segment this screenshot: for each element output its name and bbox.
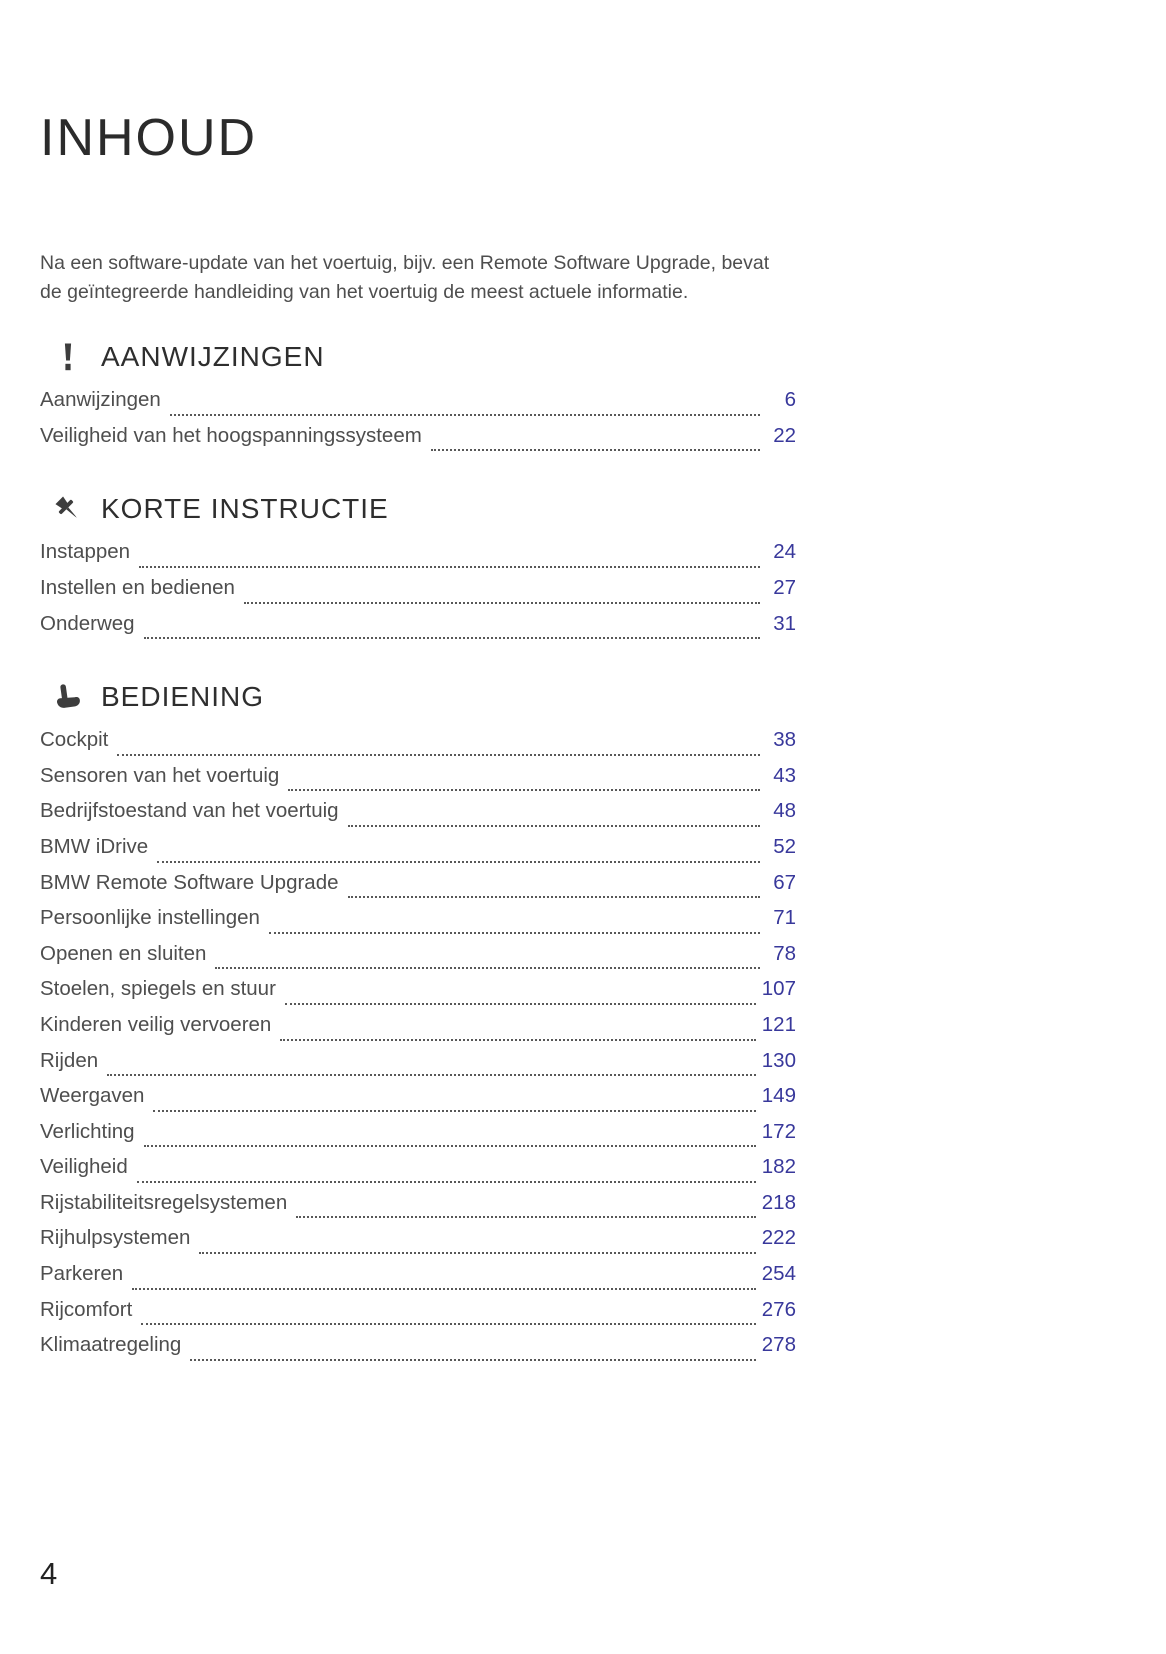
toc-entry-label: Rijcomfort [40, 1297, 133, 1321]
toc-entry[interactable] [40, 728, 796, 764]
toc-entry-page-number: 38 [773, 728, 796, 752]
toc-entry-label: Cockpit [40, 728, 109, 752]
toc-entry[interactable] [40, 1120, 796, 1156]
toc-entry-label: Klimaatregeling [40, 1333, 182, 1357]
toc-entry-label: Onderweg [40, 611, 135, 635]
toc-entry-label: Bedrijfstoestand van het voertuig [40, 799, 339, 823]
toc-entry[interactable] [40, 1155, 796, 1191]
toc-entry[interactable] [40, 977, 796, 1013]
toc-leader-dots [288, 789, 760, 791]
toc-entry-page-number: 27 [773, 575, 796, 599]
toc-entry-label: Stoelen, spiegels en stuur [40, 977, 276, 1001]
toc-entry-page-number: 130 [761, 1048, 796, 1072]
toc-entry-label: Sensoren van het voertuig [40, 763, 280, 787]
toc-entry-page-number: 6 [784, 388, 796, 412]
toc-entry-page-number: 71 [773, 906, 796, 930]
page-content [40, 0, 796, 1369]
section-title: BEDIENING [101, 681, 265, 713]
toc-leader-dots [117, 754, 760, 756]
toc-entry[interactable] [40, 1191, 796, 1227]
toc-entry-page-number: 78 [773, 941, 796, 965]
toc-entry[interactable] [40, 1049, 796, 1085]
toc-entry[interactable] [40, 576, 796, 612]
toc-entry[interactable] [40, 1013, 796, 1049]
toc-leader-dots [144, 637, 760, 639]
toc-entry-label: Persoonlijke instellingen [40, 906, 260, 930]
toc-section [40, 334, 796, 459]
toc-entry-label: Weergaven [40, 1084, 145, 1108]
toc-entry-label: Verlichting [40, 1119, 135, 1143]
toc-entry-page-number: 172 [761, 1119, 796, 1143]
toc-entry-page-number: 48 [773, 799, 796, 823]
toc-leader-dots [431, 449, 760, 451]
pushpin-icon [52, 492, 84, 526]
section-heading [40, 486, 796, 532]
intro-paragraph: Na een software-update van het voertuig, bijv. een Remote Software Upgrade, bevat de geïntegreerde handleiding van het voertuig de meest actuele informatie. [40, 252, 770, 304]
toc-leader-dots [348, 825, 760, 827]
exclamation-icon [52, 340, 84, 374]
toc-leader-dots [132, 1288, 756, 1290]
toc-entry[interactable] [40, 835, 796, 871]
toc-entry-label: Parkeren [40, 1262, 124, 1286]
toc-entry-label: Aanwijzingen [40, 388, 161, 412]
toc-leader-dots [153, 1110, 755, 1112]
toc-entry-page-number: 67 [773, 870, 796, 894]
toc-entry[interactable] [40, 764, 796, 800]
toc-section [40, 486, 796, 647]
toc-entry[interactable] [40, 1084, 796, 1120]
toc-leader-dots [157, 861, 760, 863]
toc-entry[interactable] [40, 1226, 796, 1262]
toc-entry-label: Instellen en bedienen [40, 575, 235, 599]
toc-entry[interactable] [40, 871, 796, 907]
toc-entry[interactable] [40, 540, 796, 576]
toc-entry-page-number: 182 [761, 1155, 796, 1179]
pointing-hand-icon [52, 680, 84, 714]
toc-entry[interactable] [40, 612, 796, 648]
toc-entry-page-number: 149 [761, 1084, 796, 1108]
toc-entry[interactable] [40, 1333, 796, 1369]
section-entry-list [40, 540, 796, 647]
toc-entry-label: BMW Remote Software Upgrade [40, 870, 339, 894]
toc-entry[interactable] [40, 1262, 796, 1298]
toc-entry[interactable] [40, 799, 796, 835]
toc-leader-dots [137, 1181, 756, 1183]
toc-entry-label: Veiligheid [40, 1155, 128, 1179]
toc-entry-page-number: 278 [761, 1333, 796, 1357]
toc-leader-dots [144, 1145, 756, 1147]
toc-leader-dots [285, 1003, 756, 1005]
toc-leader-dots [170, 414, 760, 416]
toc-entry-page-number: 31 [773, 611, 796, 635]
page-number-footer: 4 [40, 1556, 58, 1591]
section-heading [40, 674, 796, 720]
toc-entry-label: Rijstabiliteitsregelsystemen [40, 1190, 288, 1214]
toc-entry-page-number: 107 [761, 977, 796, 1001]
section-entry-list [40, 728, 796, 1369]
toc-entry-label: Rijden [40, 1048, 99, 1072]
section-title: AANWIJZINGEN [101, 341, 325, 373]
toc-leader-dots [244, 602, 760, 604]
toc-entry-page-number: 43 [773, 763, 796, 787]
page-title: INHOUD [40, 109, 258, 167]
toc-section [40, 674, 796, 1369]
toc-entry-page-number: 218 [761, 1190, 796, 1214]
toc-entry[interactable] [40, 906, 796, 942]
toc-leader-dots [141, 1323, 756, 1325]
toc-entry-label: Veiligheid van het hoogspanningssysteem [40, 423, 422, 447]
toc-leader-dots [107, 1074, 756, 1076]
toc-entry[interactable] [40, 424, 796, 460]
toc-entry-label: Kinderen veilig vervoeren [40, 1012, 272, 1036]
toc-entry-page-number: 276 [761, 1297, 796, 1321]
section-entry-list [40, 388, 796, 459]
toc-leader-dots [280, 1039, 755, 1041]
toc-leader-dots [199, 1252, 755, 1254]
toc-leader-dots [269, 932, 760, 934]
toc-entry-page-number: 121 [761, 1012, 796, 1036]
toc-entry-label: Rijhulpsystemen [40, 1226, 191, 1250]
toc-entry[interactable] [40, 388, 796, 424]
toc-entry-label: Openen en sluiten [40, 941, 207, 965]
toc-entry-page-number: 222 [761, 1226, 796, 1250]
toc-leader-dots [215, 967, 760, 969]
toc-entry-page-number: 254 [761, 1262, 796, 1286]
section-heading [40, 334, 796, 380]
toc-entry[interactable] [40, 942, 796, 978]
toc-entry[interactable] [40, 1298, 796, 1334]
toc-entry-page-number: 24 [773, 540, 796, 564]
section-title: KORTE INSTRUCTIE [101, 493, 389, 525]
toc-entry-page-number: 22 [773, 423, 796, 447]
toc-entry-page-number: 52 [773, 834, 796, 858]
toc-sections [40, 334, 796, 1369]
toc-leader-dots [139, 566, 760, 568]
toc-entry-label: Instappen [40, 540, 131, 564]
toc-leader-dots [296, 1216, 756, 1218]
toc-leader-dots [348, 896, 760, 898]
toc-leader-dots [190, 1359, 755, 1361]
toc-entry-label: BMW iDrive [40, 834, 149, 858]
